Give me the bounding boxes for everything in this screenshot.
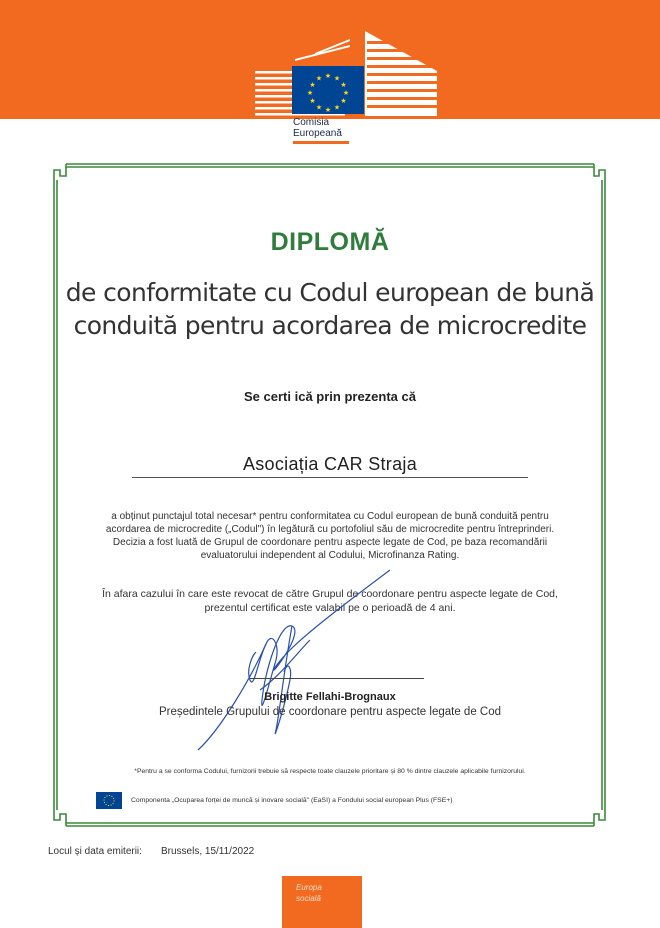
svg-text:★: ★	[324, 106, 332, 114]
validity-paragraph: În afara cazului în care este revocat de către Grupul de coordonare pentru aspecte legate de Cod, prezentul certificat este valabil pe o perioadă de 4 ani.	[102, 588, 558, 614]
esf-line1: Europa	[296, 883, 322, 892]
signer-title: Președintele Grupului de coordonare pentru aspecte legate de Cod	[158, 706, 502, 718]
diploma-title: DIPLOMĂ	[270, 228, 390, 256]
diploma-subtitle: de conformitate cu Codul european de bună conduită pentru acordarea de microcredite	[65, 278, 595, 340]
europa-sociala-text	[296, 882, 356, 904]
certify-text: Se certi ică prin prezenta că	[244, 389, 416, 404]
esf-component-text: Componenta „Ocuparea forței de muncă și inovare socială" (EaSI) a Fondului social european Plus (FSE+)	[131, 797, 453, 804]
recipient-name: Asociația CAR Straja	[242, 454, 418, 474]
ec-org-line2: Europeană	[293, 128, 342, 139]
svg-text:★: ★	[340, 81, 347, 89]
svg-text:★: ★	[306, 89, 314, 97]
svg-text:★: ★	[315, 103, 323, 112]
signer-name: Brigitte Fellahi-Brognaux	[264, 691, 396, 703]
svg-text:★: ★	[309, 81, 316, 89]
esf-line2: socială	[296, 894, 321, 903]
body-paragraph: a obținut punctajul total necesar* pentru conformitatea cu Codul european de bună conduită pentru acordarea de microcredite („Codul") în legătură cu portofoliul său de microcredite pentru întreprinderi. Decizia a fost luată de Grupul de coordonare pentru aspecte legate de Cod, pe baza recomandării evaluatorului independent al Codului, Microfinanza Rating.	[105, 511, 555, 561]
svg-text:★: ★	[315, 74, 323, 83]
eu-flag-small-icon	[96, 792, 122, 809]
svg-text:★: ★	[342, 89, 350, 97]
svg-text:★: ★	[333, 74, 341, 83]
emission-label: Locul și data emiterii:	[48, 846, 142, 857]
svg-text:★: ★	[333, 103, 341, 112]
svg-text:★: ★	[340, 97, 347, 105]
svg-text:★: ★	[324, 72, 332, 80]
recipient-underline	[132, 477, 528, 478]
handwritten-signature	[180, 560, 390, 760]
emission-value: Brussels, 15/11/2022	[161, 846, 255, 857]
footnote: *Pentru a se conforma Codului, furnizorii trebuie să respecte toate clauzele prioritare și 80 % dintre clauzele aplicabile furnizorului.	[134, 768, 526, 775]
signature-line	[250, 678, 424, 679]
svg-text:★: ★	[309, 97, 316, 105]
ec-org-line1: Comisia	[293, 117, 330, 128]
